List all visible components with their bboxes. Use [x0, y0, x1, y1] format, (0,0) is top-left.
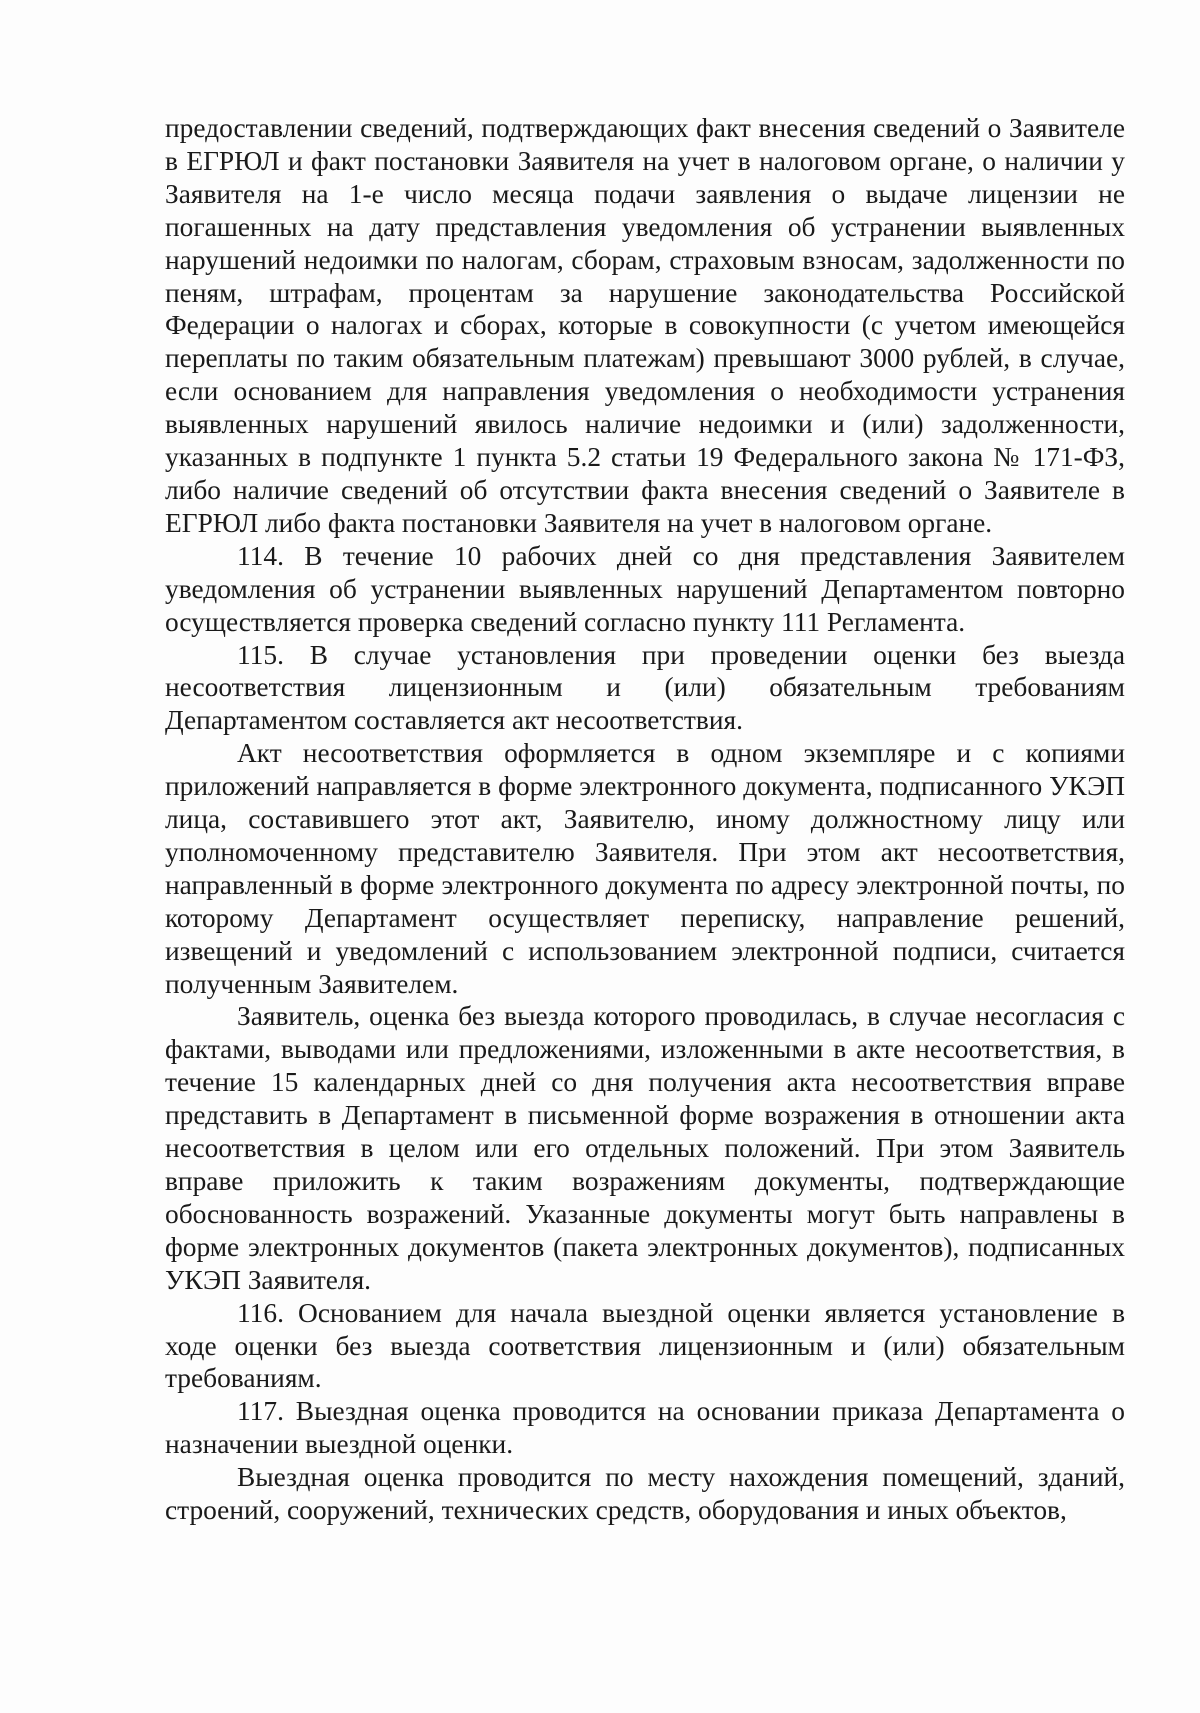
paragraph-116: 116. Основанием для начала выездной оценки является установление в ходе оценки без выезда соответствия лицензионным и (или) обязательным требованиям. — [165, 1297, 1125, 1394]
paragraph-onsite-location: Выездная оценка проводится по месту нахождения помещений, зданий, строений, сооружений, технических средств, оборудования и иных объектов, — [165, 1462, 1125, 1526]
paragraph-115: 115. В случае установления при проведении оценки без выезда несоответствия лицензионным и (или) обязательным требованиям Департаментом составляется акт несоответствия. — [165, 639, 1125, 736]
paragraph-continuation: предоставлении сведений, подтверждающих факт внесения сведений о Заявителе в ЕГРЮЛ и факт постановки Заявителя на учет в налоговом органе, о наличии у Заявителя на 1-е число месяца подачи заявления о выдаче лицензии не погашенных на дату представления уведомления об устранении выявленных нарушений недоимки по налогам, сборам, страховым взносам, задолженности по пеням, штрафам, процентам за нарушение законодательства Российской Федерации о налогах и сборах, которые в совокупности (с учетом имеющейся переплаты по таким обязательным платежам) превышают 3000 рублей, в случае, если основанием для направления уведомления о необходимости устранения выявленных нарушений явилось наличие недоимки и (или) задолженности, указанных в подпункте 1 пункта 5.2 статьи 19 Федерального закона № 171-ФЗ, либо наличие сведений об отсутствии факта внесения сведений о Заявителе в ЕГРЮЛ либо факта постановки Заявителя на учет в налоговом органе. — [165, 113, 1125, 538]
document-body — [165, 112, 1125, 1527]
paragraph-applicant-objections: Заявитель, оценка без выезда которого проводилась, в случае несогласия с фактами, выводами или предложениями, изложенными в акте несоответствия, в течение 15 календарных дней со дня получения акта несоответствия вправе представить в Департамент в письменной форме возражения в отношении акта несоответствия в целом или его отдельных положений. При этом Заявитель вправе приложить к таким возражениям документы, подтверждающие обоснованность возражений. Указанные документы могут быть направлены в форме электронных документов (пакета электронных документов), подписанных УКЭП Заявителя. — [165, 1001, 1125, 1295]
paragraph-act-nonconformity: Акт несоответствия оформляется в одном экземпляре и с копиями приложений направляется в форме электронного документа, подписанного УКЭП лица, составившего этот акт, Заявителю, иному должностному лицу или уполномоченному представителю Заявителя. При этом акт несоответствия, направленный в форме электронного документа по адресу электронной почты, по которому Департамент осуществляет переписку, направление решений, извещений и уведомлений с использованием электронной подписи, считается полученным Заявителем. — [165, 738, 1125, 999]
paragraph-114: 114. В течение 10 рабочих дней со дня представления Заявителем уведомления об устранении выявленных нарушений Департаментом повторно осуществляется проверка сведений согласно пункту 111 Регламента. — [165, 540, 1125, 637]
paragraph-117: 117. Выездная оценка проводится на основании приказа Департамента о назначении выездной оценки. — [165, 1396, 1125, 1460]
